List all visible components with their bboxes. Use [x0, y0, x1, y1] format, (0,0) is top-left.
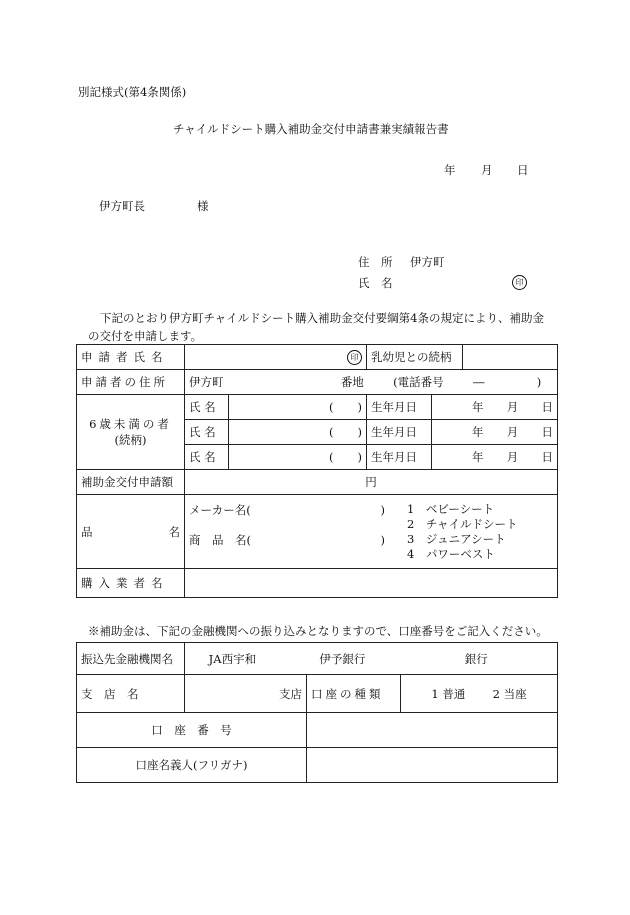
dob-input[interactable]: [432, 445, 558, 470]
vendor-label: 購入業者名: [77, 569, 185, 598]
paren-open: (: [329, 400, 334, 414]
date-month: 月: [481, 163, 493, 177]
addressee-honorific: 様: [197, 199, 209, 213]
type-option[interactable]: 3 ジュニアシート: [407, 531, 506, 546]
dob-input[interactable]: [432, 395, 558, 420]
account-type-label: 口座の種類: [307, 675, 401, 713]
child-label-cell: [77, 395, 185, 470]
child-label: 6歳未満の者: [89, 417, 172, 431]
bank-option-other[interactable]: 銀行: [464, 651, 488, 666]
dob-month: 月: [506, 425, 519, 439]
bank-option-iyo[interactable]: 伊予銀行: [319, 651, 366, 666]
paren-close: ): [357, 400, 362, 414]
applicant-name-label: 氏 名: [358, 276, 393, 290]
branch-label: 支 店 名: [77, 675, 185, 713]
dob-day: 日: [541, 450, 553, 464]
dob-day: 日: [541, 425, 553, 439]
product-label: 商 品 名(: [189, 532, 251, 547]
relation-cell: [367, 345, 558, 370]
paren-open: (: [329, 450, 334, 464]
account-type-ordinary[interactable]: 1 普通: [431, 686, 466, 701]
type-option[interactable]: 2 チャイルドシート: [407, 516, 518, 531]
applicant-address-value: 伊方町: [410, 255, 445, 269]
dob-month: 月: [506, 450, 519, 464]
phone-label: (電話番号: [393, 375, 444, 389]
bank-table: [76, 642, 558, 783]
date-day: 日: [517, 163, 529, 177]
seal-icon: 印: [512, 275, 527, 290]
account-number-label: 口 座 番 号: [77, 713, 307, 748]
account-type-input[interactable]: [401, 675, 558, 713]
vendor-input[interactable]: [185, 569, 558, 598]
bank-option-ja[interactable]: JA西宇和: [208, 651, 257, 666]
child-name-input[interactable]: [229, 395, 367, 420]
item-label-2: 名: [168, 524, 180, 539]
paren-open: (: [329, 425, 334, 439]
dob-label: 生年月日: [367, 395, 432, 420]
body-text-line1: 下記のとおり伊方町チャイルドシート購入補助金交付要綱第4条の規定により、補助金: [100, 311, 544, 325]
seal-icon: 印: [347, 350, 362, 365]
page-title: チャイルドシート購入補助金交付申請書兼実績報告書: [173, 122, 449, 136]
child-name-input[interactable]: [229, 445, 367, 470]
date-year: 年: [444, 163, 456, 177]
dob-year: 年: [472, 425, 484, 439]
application-table: [76, 344, 558, 598]
address-banchi: 番地: [340, 375, 364, 389]
bank-note: ※補助金は、下記の金融機関への振り込みとなりますので、口座番号をご記入ください。: [88, 624, 548, 638]
type-option[interactable]: 4 パワーベスト: [407, 546, 495, 561]
bank-label: 振込先金融機関名: [77, 643, 185, 675]
account-number-input[interactable]: [307, 713, 558, 748]
dob-month: 月: [506, 400, 519, 414]
amount-input[interactable]: [185, 470, 558, 495]
applicant-name-label: 申請者氏名: [77, 345, 185, 370]
applicant-address-label: 住 所: [358, 255, 393, 269]
child-name-label: 氏 名: [185, 395, 229, 420]
item-cell[interactable]: [185, 495, 558, 569]
account-holder-input[interactable]: [307, 748, 558, 783]
dob-label: 生年月日: [367, 420, 432, 445]
item-label-cell: [77, 495, 185, 569]
phone-close: ): [536, 375, 542, 389]
child-name-label: 氏 名: [185, 445, 229, 470]
applicant-seal: [512, 274, 527, 290]
applicant-address-label: 申請者の住所: [77, 370, 185, 395]
type-option[interactable]: 1 ベビーシート: [407, 501, 495, 516]
maker-label: メーカー名(: [189, 502, 251, 517]
amount-label: 補助金交付申請額: [77, 470, 185, 495]
child-relation-label: (続柄): [114, 433, 147, 447]
relation-input[interactable]: [463, 345, 557, 369]
dob-year: 年: [472, 450, 484, 464]
child-name-input[interactable]: [229, 420, 367, 445]
branch-suffix: 支店: [279, 686, 302, 701]
applicant-name-cell[interactable]: [185, 345, 367, 370]
child-name-label: 氏 名: [185, 420, 229, 445]
dob-day: 日: [541, 400, 553, 414]
bank-input[interactable]: [185, 643, 558, 675]
branch-input[interactable]: [185, 675, 307, 713]
amount-unit: 円: [365, 475, 377, 489]
addressee-name: 伊方町長: [99, 199, 145, 213]
dob-year: 年: [472, 400, 484, 414]
form-number: 別記様式(第4条関係): [78, 85, 187, 99]
account-type-current[interactable]: 2 当座: [492, 686, 527, 701]
paren-close: ): [357, 425, 362, 439]
paren-close: ): [357, 450, 362, 464]
relation-label: 乳幼児との続柄: [367, 345, 463, 369]
dob-input[interactable]: [432, 420, 558, 445]
maker-close: ): [380, 502, 385, 517]
dob-label: 生年月日: [367, 445, 432, 470]
product-close: ): [380, 532, 385, 547]
phone-dash: ―: [472, 375, 485, 389]
applicant-address-cell[interactable]: [185, 370, 558, 395]
account-holder-label: 口座名義人(フリガナ): [77, 748, 307, 783]
address-town: 伊方町: [189, 375, 224, 389]
item-label-1: 品: [81, 524, 93, 539]
body-text-line2: の交付を申請します。: [88, 329, 203, 343]
